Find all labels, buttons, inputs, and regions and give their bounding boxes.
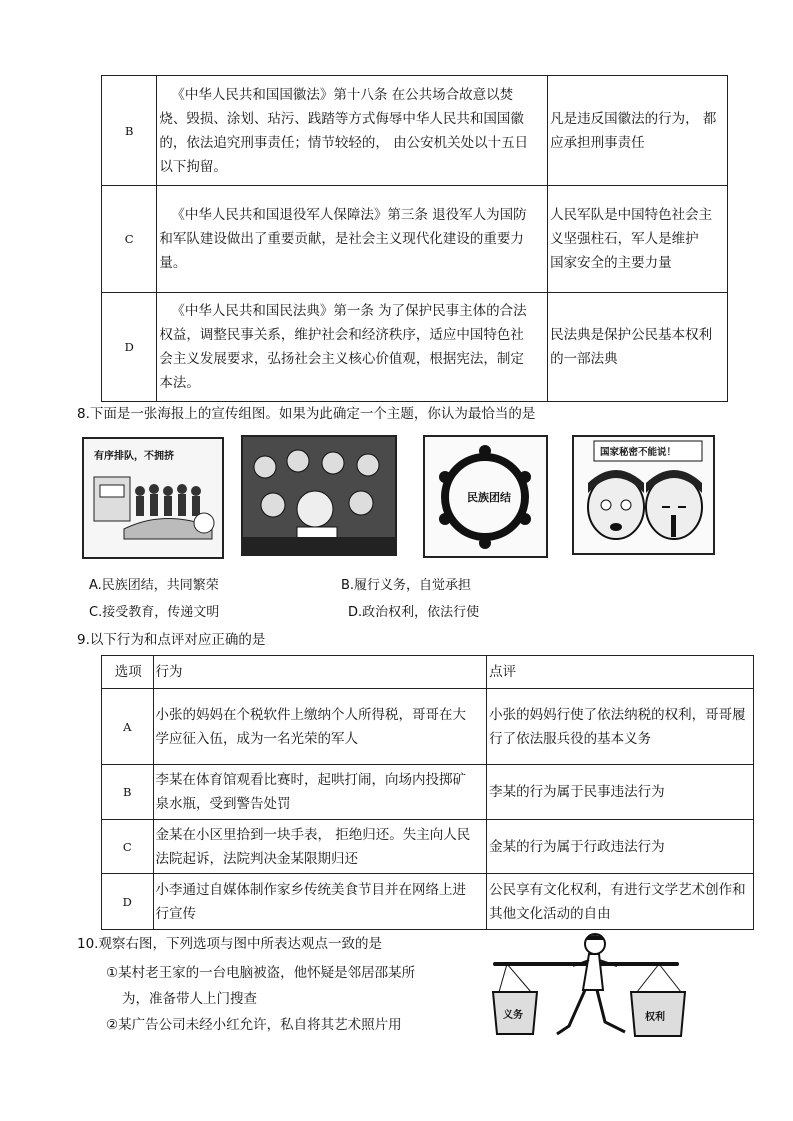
statement-1-line2: 为，准备带人上门搜查 [122, 991, 257, 1007]
comment-text: 人民军队是中国特色社会主 [550, 207, 713, 223]
comment-text: 李某的行为属于民事违法行为 [489, 784, 665, 800]
header-comment: 点评 [487, 656, 754, 689]
behavior-text: 小李通过自媒体制作家乡传统美食节目并在网络上进 [155, 881, 467, 898]
comment-cell [548, 186, 728, 293]
behavior-text: 李某在体育馆观看比赛时，起哄打闹，向场内投掷矿 [155, 772, 467, 788]
behavior-text: 法院起诉，法院判决金某限期归还 [155, 850, 359, 867]
law-cell [157, 186, 548, 293]
law-text: 烧、毁损、涂划、玷污、践踏等方式侮辱中华人民共和国国徽 [159, 110, 524, 127]
law-text: 和军队建设做出了重要贡献，是社会主义现代化建设的重要力 [159, 231, 524, 247]
poster-classroom-image [241, 435, 397, 556]
comment-cell [487, 689, 754, 765]
comment-cell [548, 293, 728, 402]
queue-illustration [84, 439, 222, 557]
law-cell [157, 293, 548, 402]
law-text: 会主义发展要求，弘扬社会主义核心价值观，根据宪法，制定 [159, 351, 524, 367]
behavior-cell [153, 874, 487, 930]
comment-cell [548, 76, 728, 186]
law-text: 《中华人民共和国退役军人保障法》第三条 退役军人为国防 [171, 207, 527, 223]
law-text: 以下拘留。 [159, 158, 227, 175]
law-text: 《中华人民共和国国徽法》第十八条 在公共场合故意以焚 [171, 86, 514, 103]
question-9-stem: 9.以下行为和点评对应正确的是 [77, 632, 266, 648]
comment-text: 行了依法服兵役的基本义务 [489, 730, 652, 747]
comment-cell [487, 765, 754, 820]
law-text: 《中华人民共和国民法典》第一条 为了保护民事主体的合法 [171, 303, 527, 319]
unity-slogan: 民族团结 [467, 491, 511, 504]
balance-cartoon-image [477, 930, 692, 1060]
comment-text: 凡是违反国徽法的行为， 都 [550, 110, 717, 127]
behavior-cell [153, 765, 487, 820]
comment-text: 小张的妈妈行使了依法纳税的权利，哥哥履 [489, 706, 746, 723]
statement-2-line1: ②某广告公司未经小红允许，私自将其艺术照片用 [106, 1017, 402, 1033]
comment-text: 的一部法典 [550, 351, 618, 367]
table-row [102, 689, 754, 765]
question-10-stem: 10.观察右图，下列选项与图中所表达观点一致的是 [77, 936, 382, 952]
law-text: 本法。 [159, 375, 200, 391]
behavior-text: 学应征入伍，成为一名光荣的军人 [155, 730, 359, 747]
comment-text: 其他文化活动的自由 [489, 905, 611, 922]
poster-queue-image [82, 437, 224, 559]
classroom-illustration [243, 437, 395, 554]
option-cell: B [102, 76, 157, 186]
comment-text: 金某的行为属于行政违法行为 [489, 838, 665, 855]
behavior-cell [153, 820, 487, 874]
option-cell: D [102, 293, 157, 402]
poster-secret-image [572, 435, 715, 555]
table-row [102, 820, 754, 874]
balance-cartoon [477, 930, 692, 1060]
table-header-row [102, 656, 754, 689]
option-cell: C [102, 820, 154, 874]
option-b[interactable]: B.履行义务，自觉承担 [341, 578, 472, 593]
law-text: 权益，调整民事关系，维护社会和经济秩序，适应中国特色社 [159, 327, 524, 343]
law-text: 量。 [159, 255, 187, 271]
option-d[interactable]: D.政治权利，依法行使 [348, 605, 480, 620]
option-cell: C [102, 186, 157, 293]
behavior-comment-table [101, 655, 754, 930]
comment-text: 应承担刑事责任 [550, 134, 645, 151]
comment-cell [487, 874, 754, 930]
queue-slogan: 有序排队，不拥挤 [94, 451, 174, 462]
table-row [102, 874, 754, 930]
table-row [102, 293, 728, 402]
table-row [102, 76, 728, 186]
comment-text: 国家安全的主要力量 [550, 255, 672, 271]
option-cell: A [102, 689, 154, 765]
behavior-text: 金某在小区里拾到一块手表， 拒绝归还。失主向人民 [155, 826, 471, 843]
option-cell: B [102, 765, 154, 820]
option-c[interactable]: C.接受教育，传递文明 [89, 605, 220, 620]
law-cell [157, 76, 548, 186]
comment-cell [487, 820, 754, 874]
comment-text: 义坚强柱石，军人是维护 [550, 231, 699, 247]
secret-slogan: 国家秘密不能说！ [600, 447, 677, 458]
poster-unity-image [423, 435, 548, 558]
duty-label: 义务 [503, 1010, 523, 1021]
unity-illustration [425, 437, 546, 556]
behavior-text: 小张的妈妈在个税软件上缴纳个人所得税，哥哥在大 [155, 706, 467, 723]
header-option: 选项 [102, 656, 154, 689]
law-comparison-table [101, 75, 728, 402]
rights-label: 权利 [645, 1012, 665, 1023]
behavior-text: 行宣传 [155, 905, 197, 922]
statement-1-line1: ①某村老王家的一台电脑被盗，他怀疑是邻居邵某所 [106, 965, 416, 981]
table-row [102, 765, 754, 820]
law-text: 的，依法追究刑事责任；情节较轻的， 由公安机关处以十五日 [159, 134, 529, 151]
question-8-stem: 8.下面是一张海报上的宣传组图。如果为此确定一个主题，你认为最恰当的是 [77, 406, 536, 422]
behavior-cell [153, 689, 487, 765]
comment-text: 民法典是保护公民基本权利 [550, 327, 713, 343]
option-a[interactable]: A.民族团结，共同繁荣 [89, 578, 219, 593]
header-behavior: 行为 [153, 656, 487, 689]
comment-text: 公民享有文化权利，有进行文学艺术创作和 [489, 881, 746, 898]
table-row [102, 186, 728, 293]
secret-illustration [574, 437, 713, 553]
behavior-text: 泉水瓶，受到警告处罚 [155, 796, 291, 812]
option-cell: D [102, 874, 154, 930]
